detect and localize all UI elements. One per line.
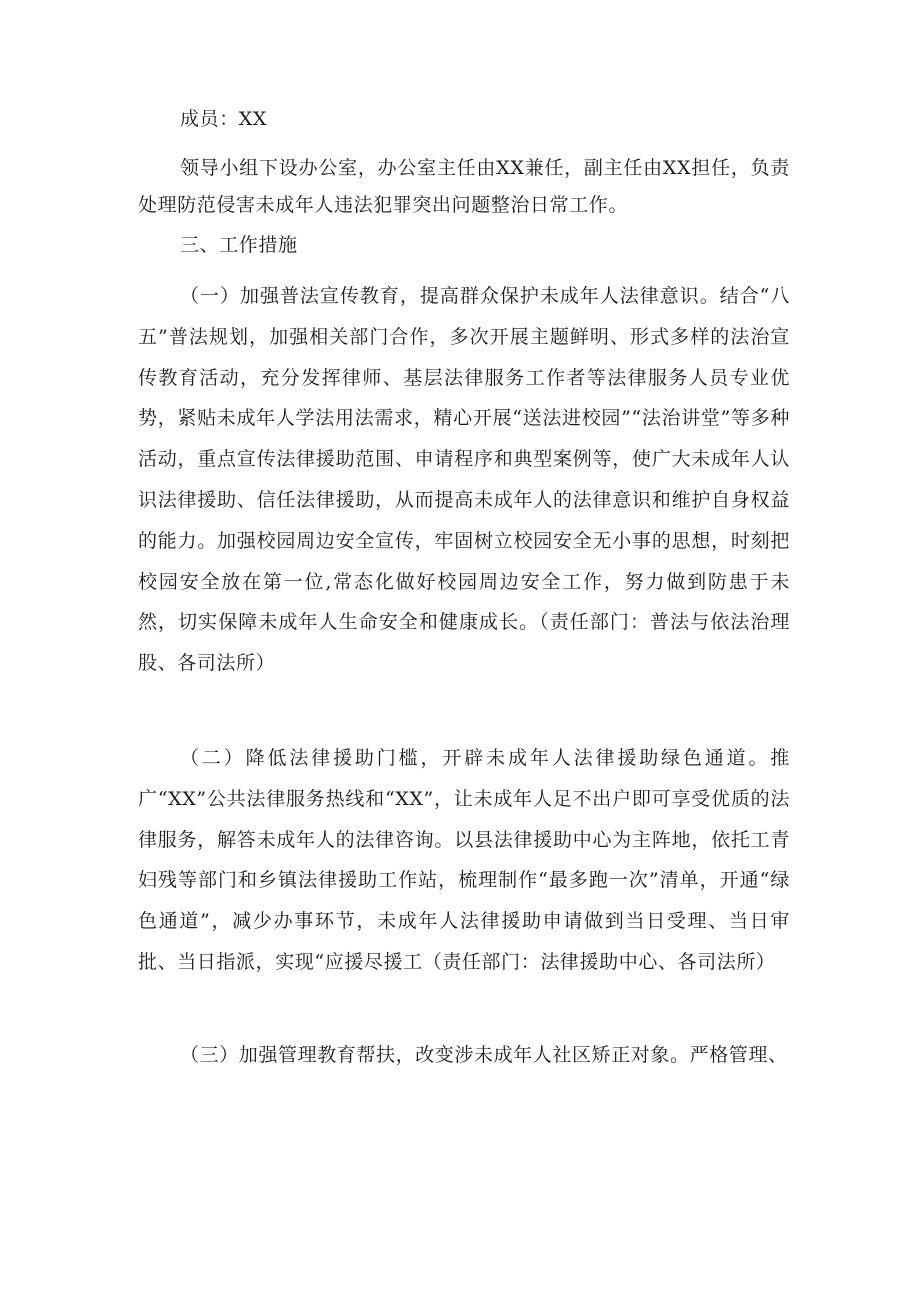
measure-3-paragraph: （三）加强管理教育帮扶，改变涉未成年人社区矫正对象。严格管理、	[180, 1044, 788, 1066]
section-heading-measures: 三、工作措施	[180, 234, 298, 256]
members-line: 成员：XX	[180, 108, 268, 130]
measure-1-paragraph: （一）加强普法宣传教育，提高群众保护未成年人法律意识。结合“八五”普法规划，加强相关部门合作，多次开展主题鲜明、形式多样的法治宣传教育活动，充分发挥律师、基层法律服务工作者等法律服务人员专业优势，紧贴未成年人学法用法需求，精心开展“送法进校园”“法治讲堂”等多种活动，重点宣传法律援助范围、申请程序和典型案例等，使广大未成年人认识法律援助、信任法律援助，从而提高未成年人的法律意识和维护自身权益的能力。加强校园周边安全宣传，牢固树立校园安全无小事的思想，时刻把校园安全放在第一位,常态化做好校园周边安全工作，努力做到防患于未然，切实保障未成年人生命安全和健康成长。（责任部门：普法与依法治理股、各司法所）	[138, 285, 790, 675]
office-paragraph: 领导小组下设办公室，办公室主任由XX兼任，副主任由XX担任，负责处理防范侵害未成年人违法犯罪突出问题整治日常工作。	[138, 157, 790, 216]
measure-2-paragraph: （二）降低法律援助门槛，开辟未成年人法律援助绿色通道。推广“XX”公共法律服务热线和“XX”，让未成年人足不出户即可享受优质的法律服务，解答未成年人的法律咨询。以县法律援助中心为主阵地，依托工青妇残等部门和乡镇法律援助工作站，梳理制作“最多跑一次”清单，开通“绿色通道”，减少办事环节，未成年人法律援助申请做到当日受理、当日审批、当日指派，实现“应援尽援工（责任部门：法律援助中心、各司法所）	[138, 747, 790, 973]
